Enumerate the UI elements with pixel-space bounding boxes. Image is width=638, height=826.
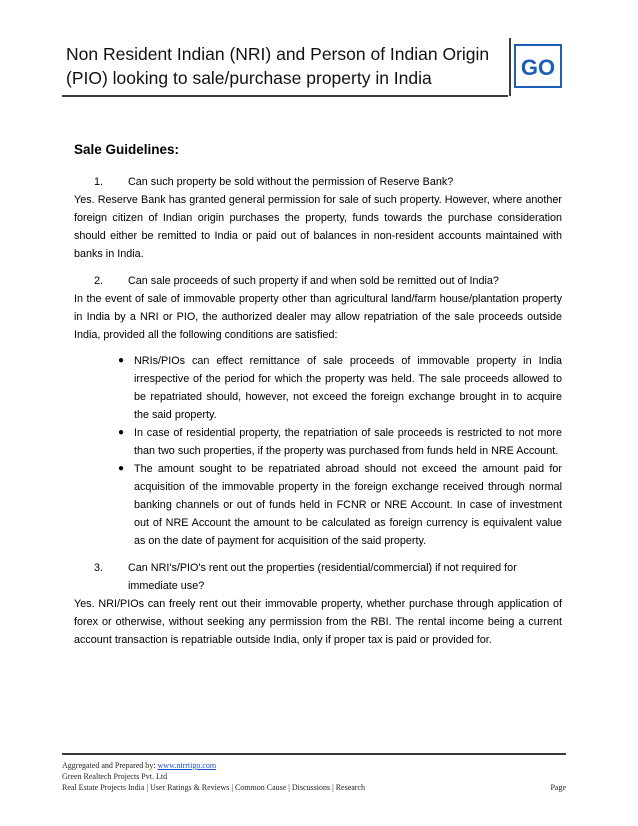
question-text: Can sale proceeds of such property if and when sold be remitted out of India? xyxy=(128,275,499,287)
question-text: Can such property be sold without the permission of Reserve Bank? xyxy=(128,176,454,188)
question-number: 3. xyxy=(94,562,104,574)
bullet-icon: ● xyxy=(118,355,125,366)
answer-3: Yes. NRI/PIOs can freely rent out their immovable property, whether purchase through application of forex or otherwise, without seeking any permission from the RBI. The rental income being a current account transaction is repatriable outside India, only if proper tax is paid or provided for. xyxy=(74,598,562,646)
answer-1: Yes. Reserve Bank has granted general permission for sale of such property. However, where another foreign citizen of Indian origin purchases the property, funds towards the purchase consideration should either be remitted to India or paid out of balances in non-resident accounts maintained with banks in India. xyxy=(74,194,562,260)
go-logo xyxy=(514,44,562,88)
footer-website-link[interactable]: www.nirrtigo.com xyxy=(157,761,217,770)
list-item-text: The amount sought to be repatriated abroad should not exceed the amount paid for acquisition of the immovable property in the foreign exchange received through normal banking channels or out of funds held in FCNR or NRE Account. In case of investment out of NRE Account the amount to be calculated as foreign currency is equivalent value as on the date of payment for acquisition of the said property. xyxy=(134,463,562,547)
question-number: 1. xyxy=(94,176,104,188)
document-title: Non Resident Indian (NRI) and Person of Indian Origin (PIO) looking to sale/purchase property in India xyxy=(66,44,490,88)
question-3 xyxy=(74,559,562,595)
footer-prepared-line xyxy=(62,760,566,771)
question-text: Can NRI's/PIO's rent out the properties (residential/commercial) if not required for immediate use? xyxy=(128,562,517,592)
footer-page-label: Page xyxy=(550,783,566,792)
question-1 xyxy=(74,173,562,191)
footer-tagline: Real Estate Projects India | User Ratings & Reviews | Common Cause | Discussions | Research xyxy=(62,783,366,792)
section-heading: Sale Guidelines: xyxy=(74,142,180,157)
conditions-list xyxy=(118,352,562,550)
logo-text: GO xyxy=(520,55,556,80)
list-item-text: In case of residential property, the repatriation of sale proceeds is restricted to not more than two such properties, if the property was purchased from funds held in NRE Account. xyxy=(134,427,562,457)
footer-divider xyxy=(62,753,566,755)
document-body xyxy=(74,173,562,649)
page-footer xyxy=(62,760,566,793)
footer-tagline-row xyxy=(62,782,566,793)
list-item xyxy=(118,352,562,424)
header-divider xyxy=(62,95,508,97)
question-number: 2. xyxy=(94,275,104,287)
header-divider-vertical xyxy=(509,38,511,96)
question-2 xyxy=(74,272,562,290)
bullet-icon: ● xyxy=(118,463,125,474)
list-item-text: NRIs/PIOs can effect remittance of sale proceeds of immovable property in India irrespective of the period for which the property was held. The sale proceeds allowed to be repatriated should, however, not exceed the foreign exchange brought in to acquire the said property. xyxy=(134,355,562,421)
bullet-icon: ● xyxy=(118,427,125,438)
footer-prepared-label: Aggregated and Prepared by: xyxy=(62,761,156,770)
list-item xyxy=(118,424,562,460)
answer-2: In the event of sale of immovable property other than agricultural land/farm house/plantation property in India by a NRI or PIO, the authorized dealer may allow repatriation of the sale proceeds outside India, provided all the following conditions are satisfied: xyxy=(74,293,562,341)
footer-company: Green Realtech Projects Pvt. Ltd xyxy=(62,772,168,781)
list-item xyxy=(118,460,562,550)
